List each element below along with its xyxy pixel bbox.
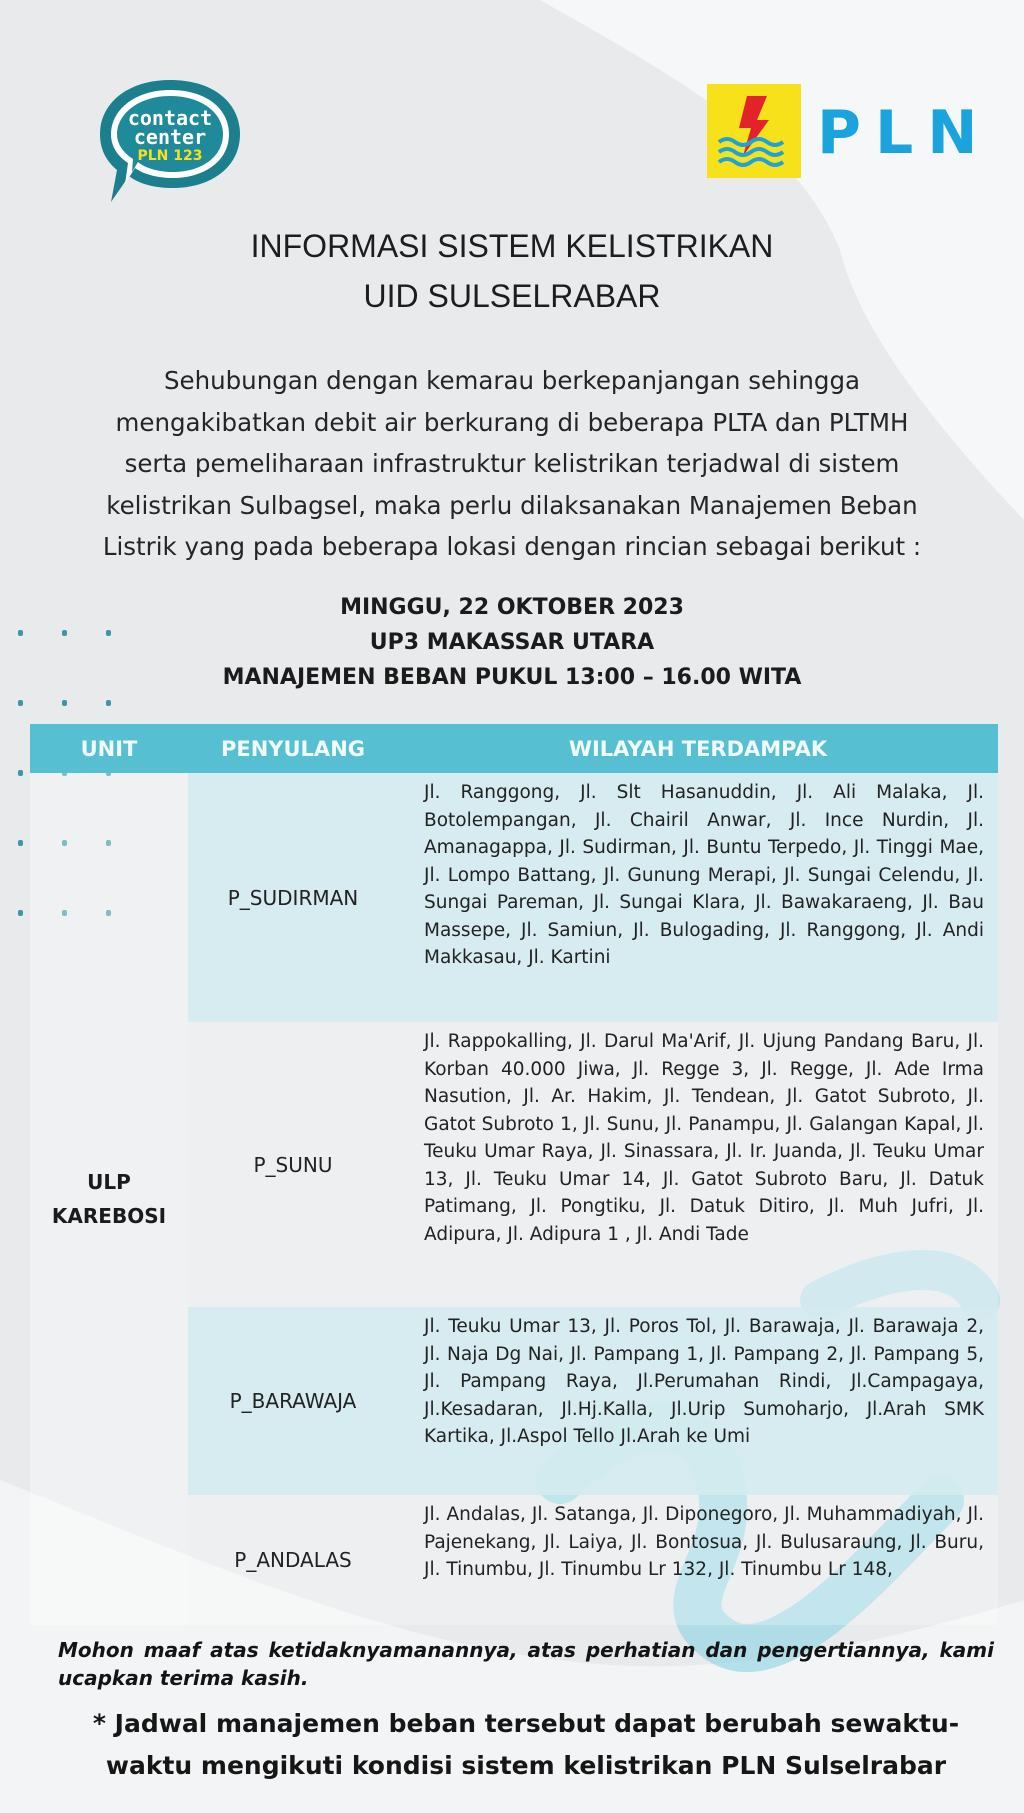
intro-line: Sehubungan dengan kemarau berkepanjangan sehingga — [163, 366, 861, 395]
table-row — [188, 1307, 998, 1495]
feeder-cell: P_BARAWAJA — [229, 1389, 357, 1413]
intro-paragraph — [50, 360, 974, 568]
apology-text: Mohon maaf atas ketidaknyamanannya, atas perhatian dan pengertiannya, kami ucapkan terima kasih. — [58, 1638, 994, 1690]
area-cell: Jl. Ranggong, Jl. Slt Hasanuddin, Jl. Ali Malaka, Jl. Botolempangan, Jl. Chairil Anwar, Jl. Ince Nurdin, Jl. Amanagappa, Jl. Sudirman, Jl. Buntu Terpedo, Jl. Tinggi Mae, Jl. Lompo Battang, Jl. Gunung Merapi, Jl. Sungai Celendu, Jl. Sungai Pareman, Jl. Sungai Klara, Jl. Bawakaraeng, Jl. Bau Massepe, Jl. Samiun, Jl. Bulogading, Jl. Ranggong, Jl. Andi Makkasau, Jl. Kartini — [424, 782, 984, 968]
contact-center-line1: contact — [127, 106, 213, 130]
contact-center-logo — [95, 72, 245, 212]
unit-line1: ULP — [87, 1170, 131, 1194]
area-cell: Jl. Rappokalling, Jl. Darul Ma'Arif, Jl. Ujung Pandang Baru, Jl. Korban 40.000 Jiwa, Jl. Regge 3, Jl. Regge, Jl. Ade Irma Nasution, Jl. Ar. Hakim, Jl. Tendean, Jl. Gatot Subroto, Jl. Gatot Subroto 1, Jl. Sunu, Jl. Panampu, Jl. Galangan Kapal, Jl. Teuku Umar Raya, Jl. Sinassara, Jl. Ir. Juanda, Jl. Teuku Umar 13, Jl. Teuku Umar 14, Jl. Gatot Subroto Baru, Jl. Datuk Patimang, Jl. Pongtiku, Jl. Datuk Ditiro, Jl. Muh Jufri, Jl. Adipura, Jl. Adipura 1 , Jl. Andi Tade — [424, 1031, 984, 1245]
area-cell: Jl. Teuku Umar 13, Jl. Poros Tol, Jl. Barawaja, Jl. Barawaja 2, Jl. Naja Dg Nai, Jl. Pampang 1, Jl. Pampang 2, Jl. Pampang 5, Jl. Pampang Raya, Jl.Perumahan Rindi, Jl.Campagaya, Jl.Kesadaran, Jl.Hj.Kalla, Jl.Urip Sumoharjo, Jl.Arah SMK Kartika, Jl.Aspol Tello Jl.Arah ke Umi — [424, 1316, 984, 1447]
feeder-cell: P_SUNU — [253, 1152, 333, 1177]
contact-center-line2: center — [133, 125, 207, 149]
table-row — [188, 773, 998, 1022]
intro-line: Listrik yang pada beberapa lokasi dengan rincian sebagai berikut : — [102, 532, 922, 561]
table-row — [188, 1495, 998, 1625]
intro-line: kelistrikan Sulbagsel, maka perlu dilaksanakan Manajemen Beban — [106, 490, 918, 520]
affected-areas-table — [30, 724, 998, 1625]
note-line2: waktu mengikuti kondisi sistem kelistrikan PLN Sulselrabar — [105, 1751, 947, 1780]
header-unit: UNIT — [80, 736, 138, 761]
pln-logo — [707, 84, 992, 178]
pln-emblem-icon — [707, 84, 801, 178]
table-body — [30, 773, 998, 1625]
area-cell: Jl. Andalas, Jl. Satanga, Jl. Diponegoro, Jl. Muhammadiyah, Jl. Pajenekang, Jl. Laiya, Jl. Bontosua, Jl. Bulusaraung, Jl. Buru, Jl. Tinumbu, Jl. Tinumbu Lr 132, Jl. Tinumbu Lr 148, — [424, 1504, 984, 1580]
intro-line: serta pemeliharaan infrastruktur kelistrikan terjadwal di sistem — [124, 449, 900, 478]
note-line1: * Jadwal manajemen beban tersebut dapat berubah sewaktu- — [92, 1709, 960, 1738]
schedule-unit: UP3 MAKASSAR UTARA — [369, 630, 655, 655]
schedule-date: MINGGU, 22 OKTOBER 2023 — [340, 595, 684, 620]
unit-cell — [30, 773, 188, 1625]
unit-line2: KAREBOSI — [51, 1204, 167, 1228]
feeder-cell: P_ANDALAS — [234, 1548, 352, 1572]
schedule-change-note — [58, 1703, 994, 1787]
feeder-cell: P_SUDIRMAN — [227, 885, 359, 910]
table-header — [30, 724, 998, 773]
schedule-time: MANAJEMEN BEBAN PUKUL 13:00 – 16.00 WITA — [222, 665, 802, 690]
header-affected-area: WILAYAH TERDAMPAK — [568, 736, 828, 761]
page-title-line1: INFORMASI SISTEM KELISTRIKAN — [250, 228, 774, 264]
contact-center-line3: PLN 123 — [137, 148, 203, 164]
schedule-info — [0, 590, 1024, 695]
table-row — [188, 1022, 998, 1307]
intro-line: mengakibatkan debit air berkurang di beberapa PLTA dan PLTMH — [115, 407, 909, 437]
pln-wordmark: PLN — [817, 98, 992, 168]
header-feeder: PENYULANG — [220, 736, 366, 761]
page-title-line2: UID SULSELRABAR — [363, 278, 661, 314]
